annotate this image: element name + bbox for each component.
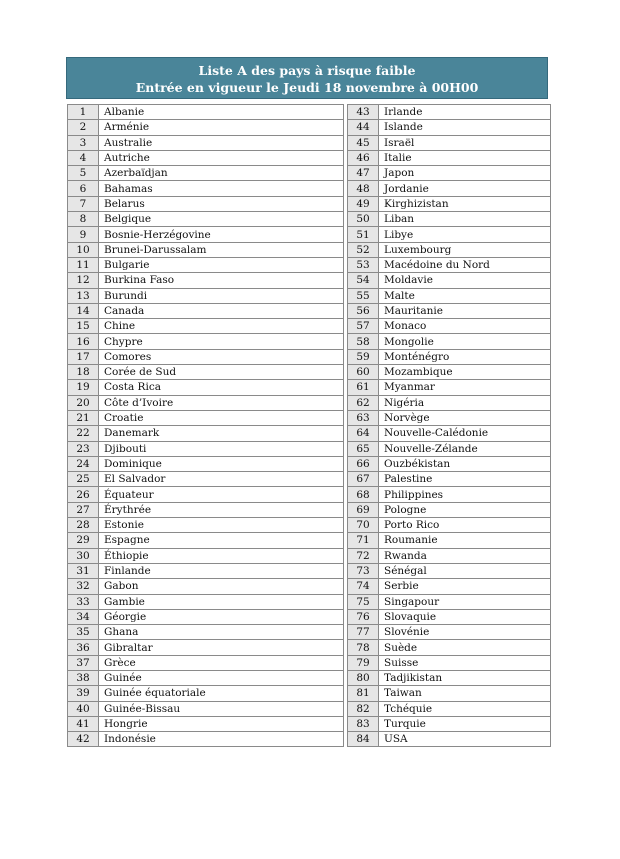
- country-name: Japon: [379, 166, 551, 181]
- table-row: [68, 640, 344, 655]
- table-row: [348, 395, 551, 410]
- country-name: Israël: [379, 135, 551, 150]
- row-number: 69: [348, 502, 379, 517]
- country-name: Liban: [379, 212, 551, 227]
- row-number: 62: [348, 395, 379, 410]
- table-row: [68, 288, 344, 303]
- table-row: [68, 518, 344, 533]
- country-name: Canada: [99, 303, 344, 318]
- table-row: [68, 380, 344, 395]
- country-name: Albanie: [99, 105, 344, 120]
- row-number: 12: [68, 273, 99, 288]
- table-row: [68, 456, 344, 471]
- country-name: Indonésie: [99, 732, 344, 747]
- table-row: [348, 655, 551, 670]
- country-name: Espagne: [99, 533, 344, 548]
- table-row: [68, 135, 344, 150]
- country-name: Norvège: [379, 410, 551, 425]
- row-number: 37: [68, 655, 99, 670]
- table-row: [68, 395, 344, 410]
- row-number: 10: [68, 242, 99, 257]
- row-number: 4: [68, 150, 99, 165]
- country-name: Éthiopie: [99, 548, 344, 563]
- table-row: [348, 502, 551, 517]
- table-row: [348, 686, 551, 701]
- table-row: [68, 716, 344, 731]
- row-number: 9: [68, 227, 99, 242]
- table-row: [348, 426, 551, 441]
- table-row: [348, 518, 551, 533]
- table-row: [68, 732, 344, 747]
- table-row: [68, 273, 344, 288]
- row-number: 76: [348, 609, 379, 624]
- table-row: [348, 242, 551, 257]
- country-name: Érythrée: [99, 502, 344, 517]
- table-row: [68, 502, 344, 517]
- table-row: [348, 212, 551, 227]
- row-number: 19: [68, 380, 99, 395]
- table-row: [68, 319, 344, 334]
- row-number: 49: [348, 196, 379, 211]
- row-number: 40: [68, 701, 99, 716]
- country-name: Mozambique: [379, 365, 551, 380]
- row-number: 55: [348, 288, 379, 303]
- country-name: Sénégal: [379, 563, 551, 578]
- row-number: 72: [348, 548, 379, 563]
- country-name: Autriche: [99, 150, 344, 165]
- country-name: Djibouti: [99, 441, 344, 456]
- country-table-left: [67, 104, 344, 747]
- table-row: [68, 410, 344, 425]
- country-name: Géorgie: [99, 609, 344, 624]
- country-name: Malte: [379, 288, 551, 303]
- country-name: Bahamas: [99, 181, 344, 196]
- country-name: Myanmar: [379, 380, 551, 395]
- row-number: 21: [68, 410, 99, 425]
- table-row: [68, 303, 344, 318]
- row-number: 5: [68, 166, 99, 181]
- row-number: 11: [68, 257, 99, 272]
- country-name: Kirghizistan: [379, 196, 551, 211]
- row-number: 33: [68, 594, 99, 609]
- country-name: Tadjikistan: [379, 670, 551, 685]
- row-number: 51: [348, 227, 379, 242]
- table-row: [68, 686, 344, 701]
- country-name: Slovénie: [379, 625, 551, 640]
- table-row: [68, 334, 344, 349]
- table-row: [68, 609, 344, 624]
- row-number: 47: [348, 166, 379, 181]
- country-name: Azerbaïdjan: [99, 166, 344, 181]
- row-number: 42: [68, 732, 99, 747]
- list-subtitle: Entrée en vigueur le Jeudi 18 novembre à 00H00: [135, 80, 479, 95]
- row-number: 80: [348, 670, 379, 685]
- table-row: [348, 410, 551, 425]
- table-row: [68, 166, 344, 181]
- country-name: Libye: [379, 227, 551, 242]
- table-row: [348, 135, 551, 150]
- row-number: 32: [68, 579, 99, 594]
- country-name: Philippines: [379, 487, 551, 502]
- row-number: 46: [348, 150, 379, 165]
- table-row: [68, 426, 344, 441]
- row-number: 50: [348, 212, 379, 227]
- country-name: Estonie: [99, 518, 344, 533]
- row-number: 53: [348, 257, 379, 272]
- country-name: Burundi: [99, 288, 344, 303]
- table-row: [348, 196, 551, 211]
- list-header: [66, 57, 548, 99]
- table-row: [348, 563, 551, 578]
- table-row: [348, 181, 551, 196]
- table-row: [68, 625, 344, 640]
- table-row: [348, 548, 551, 563]
- country-name: Burkina Faso: [99, 273, 344, 288]
- country-name: Suède: [379, 640, 551, 655]
- row-number: 57: [348, 319, 379, 334]
- row-number: 77: [348, 625, 379, 640]
- country-name: Corée de Sud: [99, 365, 344, 380]
- table-row: [348, 380, 551, 395]
- table-row: [348, 456, 551, 471]
- country-name: Gibraltar: [99, 640, 344, 655]
- row-number: 23: [68, 441, 99, 456]
- country-name: Taiwan: [379, 686, 551, 701]
- country-name: Bosnie-Herzégovine: [99, 227, 344, 242]
- country-name: Belarus: [99, 196, 344, 211]
- country-name: Danemark: [99, 426, 344, 441]
- country-name: Chypre: [99, 334, 344, 349]
- country-name: Irlande: [379, 105, 551, 120]
- row-number: 39: [68, 686, 99, 701]
- row-number: 34: [68, 609, 99, 624]
- row-number: 24: [68, 456, 99, 471]
- country-name: Luxembourg: [379, 242, 551, 257]
- table-row: [348, 288, 551, 303]
- table-row: [68, 548, 344, 563]
- row-number: 66: [348, 456, 379, 471]
- country-name: Équateur: [99, 487, 344, 502]
- table-row: [348, 579, 551, 594]
- country-name: Brunei-Darussalam: [99, 242, 344, 257]
- table-row: [348, 150, 551, 165]
- row-number: 64: [348, 426, 379, 441]
- row-number: 13: [68, 288, 99, 303]
- country-name: Gabon: [99, 579, 344, 594]
- country-name: Turquie: [379, 716, 551, 731]
- table-row: [68, 579, 344, 594]
- table-row: [68, 655, 344, 670]
- table-row: [68, 227, 344, 242]
- table-row: [348, 533, 551, 548]
- table-row: [348, 487, 551, 502]
- row-number: 79: [348, 655, 379, 670]
- table-row: [348, 701, 551, 716]
- row-number: 71: [348, 533, 379, 548]
- row-number: 81: [348, 686, 379, 701]
- row-number: 84: [348, 732, 379, 747]
- country-name: Comores: [99, 349, 344, 364]
- row-number: 61: [348, 380, 379, 395]
- table-row: [68, 670, 344, 685]
- table-row: [348, 609, 551, 624]
- table-row: [68, 563, 344, 578]
- row-number: 30: [68, 548, 99, 563]
- country-name: Macédoine du Nord: [379, 257, 551, 272]
- country-name: Suisse: [379, 655, 551, 670]
- row-number: 29: [68, 533, 99, 548]
- country-name: Nouvelle-Zélande: [379, 441, 551, 456]
- row-number: 70: [348, 518, 379, 533]
- table-row: [68, 594, 344, 609]
- country-name: Serbie: [379, 579, 551, 594]
- table-row: [348, 334, 551, 349]
- table-row: [348, 441, 551, 456]
- country-name: Palestine: [379, 472, 551, 487]
- table-row: [68, 257, 344, 272]
- country-name: Moldavie: [379, 273, 551, 288]
- row-number: 26: [68, 487, 99, 502]
- row-number: 82: [348, 701, 379, 716]
- country-name: Monténégro: [379, 349, 551, 364]
- row-number: 31: [68, 563, 99, 578]
- country-name: Pologne: [379, 502, 551, 517]
- table-row: [68, 349, 344, 364]
- row-number: 3: [68, 135, 99, 150]
- row-number: 15: [68, 319, 99, 334]
- row-number: 27: [68, 502, 99, 517]
- table-row: [68, 181, 344, 196]
- row-number: 43: [348, 105, 379, 120]
- row-number: 60: [348, 365, 379, 380]
- row-number: 28: [68, 518, 99, 533]
- row-number: 59: [348, 349, 379, 364]
- country-name: Porto Rico: [379, 518, 551, 533]
- country-name: Guinée équatoriale: [99, 686, 344, 701]
- country-name: Ghana: [99, 625, 344, 640]
- country-name: Jordanie: [379, 181, 551, 196]
- country-name: Mongolie: [379, 334, 551, 349]
- row-number: 54: [348, 273, 379, 288]
- country-name: Ouzbékistan: [379, 456, 551, 471]
- country-name: Croatie: [99, 410, 344, 425]
- row-number: 35: [68, 625, 99, 640]
- row-number: 52: [348, 242, 379, 257]
- table-row: [68, 105, 344, 120]
- row-number: 58: [348, 334, 379, 349]
- country-table-left-body: [68, 105, 344, 747]
- table-row: [68, 533, 344, 548]
- row-number: 67: [348, 472, 379, 487]
- country-name: Finlande: [99, 563, 344, 578]
- country-name: Australie: [99, 135, 344, 150]
- country-name: Singapour: [379, 594, 551, 609]
- country-name: Nigéria: [379, 395, 551, 410]
- row-number: 41: [68, 716, 99, 731]
- country-name: Mauritanie: [379, 303, 551, 318]
- row-number: 25: [68, 472, 99, 487]
- country-name: Slovaquie: [379, 609, 551, 624]
- row-number: 56: [348, 303, 379, 318]
- table-row: [348, 303, 551, 318]
- row-number: 48: [348, 181, 379, 196]
- country-name: Gambie: [99, 594, 344, 609]
- table-row: [348, 732, 551, 747]
- row-number: 63: [348, 410, 379, 425]
- table-row: [68, 365, 344, 380]
- country-table-right-body: [348, 105, 551, 747]
- row-number: 38: [68, 670, 99, 685]
- row-number: 83: [348, 716, 379, 731]
- row-number: 36: [68, 640, 99, 655]
- row-number: 73: [348, 563, 379, 578]
- table-row: [68, 242, 344, 257]
- row-number: 18: [68, 365, 99, 380]
- table-row: [348, 365, 551, 380]
- country-name: Tchéquie: [379, 701, 551, 716]
- table-row: [348, 319, 551, 334]
- country-table-right: [347, 104, 551, 747]
- row-number: 16: [68, 334, 99, 349]
- country-name: Dominique: [99, 456, 344, 471]
- row-number: 8: [68, 212, 99, 227]
- country-name: Guinée: [99, 670, 344, 685]
- table-row: [348, 166, 551, 181]
- country-name: El Salvador: [99, 472, 344, 487]
- list-title: Liste A des pays à risque faible: [198, 63, 416, 78]
- country-name: Rwanda: [379, 548, 551, 563]
- table-row: [348, 349, 551, 364]
- row-number: 22: [68, 426, 99, 441]
- country-name: Chine: [99, 319, 344, 334]
- row-number: 20: [68, 395, 99, 410]
- table-row: [348, 640, 551, 655]
- country-name: Monaco: [379, 319, 551, 334]
- row-number: 45: [348, 135, 379, 150]
- row-number: 17: [68, 349, 99, 364]
- country-name: Belgique: [99, 212, 344, 227]
- table-row: [348, 670, 551, 685]
- row-number: 74: [348, 579, 379, 594]
- table-row: [68, 196, 344, 211]
- country-name: Italie: [379, 150, 551, 165]
- row-number: 7: [68, 196, 99, 211]
- table-row: [68, 472, 344, 487]
- row-number: 78: [348, 640, 379, 655]
- table-row: [348, 120, 551, 135]
- table-row: [68, 441, 344, 456]
- country-name: Bulgarie: [99, 257, 344, 272]
- country-name: Costa Rica: [99, 380, 344, 395]
- table-row: [348, 227, 551, 242]
- row-number: 44: [348, 120, 379, 135]
- country-name: Hongrie: [99, 716, 344, 731]
- table-row: [348, 105, 551, 120]
- table-row: [68, 212, 344, 227]
- table-row: [348, 472, 551, 487]
- table-row: [68, 487, 344, 502]
- row-number: 14: [68, 303, 99, 318]
- table-row: [68, 701, 344, 716]
- country-name: USA: [379, 732, 551, 747]
- country-name: Islande: [379, 120, 551, 135]
- country-name: Roumanie: [379, 533, 551, 548]
- country-name: Côte d’Ivoire: [99, 395, 344, 410]
- table-row: [68, 120, 344, 135]
- row-number: 68: [348, 487, 379, 502]
- table-row: [348, 594, 551, 609]
- table-row: [348, 716, 551, 731]
- row-number: 65: [348, 441, 379, 456]
- table-row: [348, 273, 551, 288]
- table-row: [348, 625, 551, 640]
- row-number: 1: [68, 105, 99, 120]
- row-number: 6: [68, 181, 99, 196]
- country-name: Grèce: [99, 655, 344, 670]
- country-name: Nouvelle-Calédonie: [379, 426, 551, 441]
- row-number: 75: [348, 594, 379, 609]
- table-row: [348, 257, 551, 272]
- table-row: [68, 150, 344, 165]
- country-name: Guinée-Bissau: [99, 701, 344, 716]
- row-number: 2: [68, 120, 99, 135]
- country-name: Arménie: [99, 120, 344, 135]
